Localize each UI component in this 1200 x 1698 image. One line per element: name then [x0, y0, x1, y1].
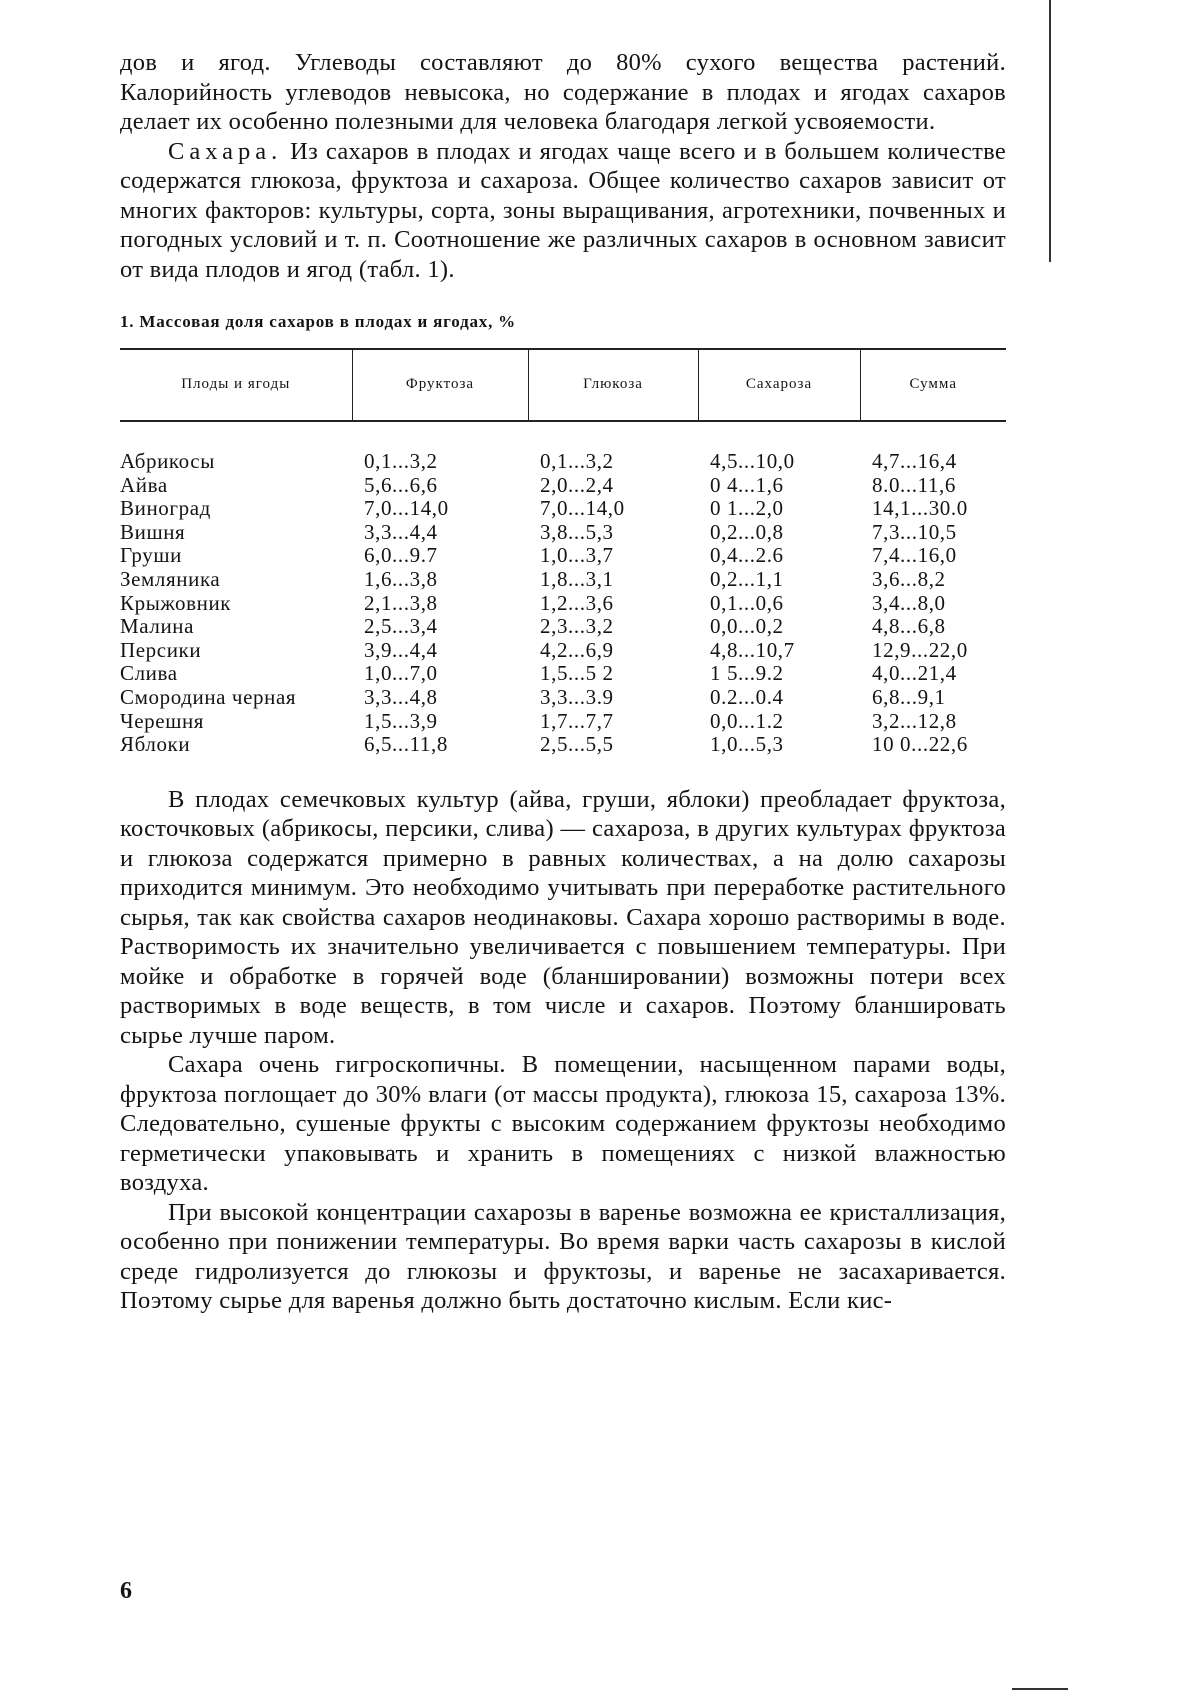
table-cell: 0,4...2.6 — [710, 543, 784, 568]
table-cell: 2,3...3,2 — [540, 614, 614, 639]
table-row — [120, 592, 1006, 616]
table-cell: 1,0...3,7 — [540, 543, 614, 568]
header-sucrose: Сахароза — [698, 349, 860, 421]
table-cell: 7,0...14,0 — [540, 496, 625, 521]
paragraph-jam: При высокой концентрации сахарозы в варенье возможна ее кристаллизация, особенно при понижении температуры. Во время варки часть сахарозы в кислой среде гидролизуется до глюкозы и фруктозы, и варенье не засахаривается. Поэтому сырье для варенья должно быть достаточно кислым. Если кис- — [120, 1198, 1006, 1315]
table-cell: 0,1...3,2 — [364, 449, 438, 473]
table-cell: 3,3...3.9 — [540, 684, 614, 709]
paragraph-intro: дов и ягод. Углеводы составляют до 80% сухого вещества растений. Калорийность углеводов невысока, но содержание в плодах и ягодах сахаров делает их особенно полезными для человека благодаря легкой усвояемости. — [120, 49, 1006, 135]
table-cell: 3,3...4,8 — [364, 684, 438, 709]
table-cell: 1,6...3,8 — [364, 566, 438, 591]
row-fruit-name: Персики — [120, 637, 202, 662]
table-cell: 2,0...2,4 — [540, 472, 614, 497]
table-row — [120, 686, 1006, 710]
text-after-table — [120, 785, 1006, 1316]
header-glucose: Глюкоза — [528, 349, 698, 421]
row-fruit-name: Крыжовник — [120, 590, 232, 615]
row-fruit-name: Смородина черная — [120, 684, 297, 709]
table-body — [120, 421, 1006, 757]
table-cell: 3,3...4,4 — [364, 519, 438, 544]
table-row — [120, 710, 1006, 734]
paragraph-seed-fruits: В плодах семечковых культур (айва, груши, яблоки) преобладает фруктоза, косточковых (абрикосы, персики, слива) — сахароза, в других культурах фруктоза и глюкоза содержатся примерно в равных количествах, а на долю сахарозы приходится минимум. Это необходимо учитывать при переработке растительного сырья, так как свойства сахаров неодинаковы. Сахара хорошо растворимы в воде. Растворимость их значительно увеличивается с повышением температуры. При мойке и обработке в горячей воде (бланшировании) возможны потери всех растворимых в воде веществ, в том числе и сахаров. Поэтому бланшировать сырье лучше паром. — [120, 785, 1006, 1049]
table-cell: 1,5...5 2 — [540, 661, 614, 686]
table-cell: 0.2...0.4 — [710, 684, 784, 709]
row-fruit-name: Груши — [120, 543, 182, 568]
table-cell: 2,5...3,4 — [364, 614, 438, 639]
table-cell: 4,8...6,8 — [872, 614, 946, 639]
row-fruit-name: Малина — [120, 614, 195, 639]
table-cell: 10 0...22,6 — [872, 732, 968, 757]
table-cell: 1,7...7,7 — [540, 708, 614, 733]
sugars-lead-word: Сахара. — [168, 137, 283, 165]
table-cell: 3,6...8,2 — [872, 566, 946, 591]
row-fruit-name: Яблоки — [120, 732, 191, 757]
margin-rule — [1049, 0, 1051, 262]
table-cell: 0,2...0,8 — [710, 519, 784, 544]
paragraph-hygroscopic: Сахара очень гигроскопичны. В помещении, насыщенном парами воды, фруктоза поглощает до 30% влаги (от массы продукта), глюкоза 15, сахароза 13%. Следовательно, сушеные фрукты с высоким содержанием фруктозы необходимо герметически упаковывать и хранить в помещениях с низкой влажностью воздуха. — [120, 1051, 1006, 1197]
table-cell: 1,8...3,1 — [540, 566, 614, 591]
table-cell: 7,4...16,0 — [872, 543, 957, 568]
table-cell: 7,3...10,5 — [872, 519, 957, 544]
table-cell: 3,8...5,3 — [540, 519, 614, 544]
table-row — [120, 521, 1006, 545]
row-fruit-name: Слива — [120, 661, 178, 686]
table-cell: 2,5...5,5 — [540, 732, 614, 757]
row-fruit-name: Вишня — [120, 519, 186, 544]
sugar-table — [120, 348, 1006, 757]
table-cell: 0,2...1,1 — [710, 566, 784, 591]
table-row — [120, 615, 1006, 639]
table-cell: 0 1...2,0 — [710, 496, 784, 521]
table-header-row — [120, 349, 1006, 421]
table-cell: 14,1...30.0 — [872, 496, 968, 521]
table-row — [120, 544, 1006, 568]
table-row — [120, 733, 1006, 757]
table-cell: 12,9...22,0 — [872, 637, 968, 662]
header-fructose: Фруктоза — [352, 349, 528, 421]
table-cell: 3,4...8,0 — [872, 590, 946, 615]
page-body — [120, 48, 1006, 1316]
table-cell: 6,0...9.7 — [364, 543, 438, 568]
header-total: Сумма — [860, 349, 1006, 421]
table-cell: 7,0...14,0 — [364, 496, 449, 521]
table-cell: 0,0...1.2 — [710, 708, 784, 733]
table-row — [120, 474, 1006, 498]
table-cell: 0,1...0,6 — [710, 590, 784, 615]
table-cell: 4,8...10,7 — [710, 637, 795, 662]
table-cell: 1,0...5,3 — [710, 732, 784, 757]
table-cell: 3,2...12,8 — [872, 708, 957, 733]
table-cell: 1,2...3,6 — [540, 590, 614, 615]
table-row — [120, 662, 1006, 686]
table-row — [120, 497, 1006, 521]
row-fruit-name: Виноград — [120, 496, 211, 521]
table-cell: 1 5...9.2 — [710, 661, 784, 686]
paragraph-sugars — [120, 137, 1006, 285]
table-cell: 2,1...3,8 — [364, 590, 438, 615]
row-fruit-name: Абрикосы — [120, 449, 215, 473]
table-cell: 1,0...7,0 — [364, 661, 438, 686]
table-row — [120, 421, 1006, 474]
row-fruit-name: Черешня — [120, 708, 205, 733]
table-cell: 0,1...3,2 — [540, 449, 614, 473]
row-fruit-name: Земляника — [120, 566, 221, 591]
table-cell: 1,5...3,9 — [364, 708, 438, 733]
table-cell: 4,0...21,4 — [872, 661, 957, 686]
page-number: 6 — [120, 1578, 132, 1604]
table-cell: 5,6...6,6 — [364, 472, 438, 497]
table-row — [120, 639, 1006, 663]
table-cell: 0 4...1,6 — [710, 472, 784, 497]
table-cell: 4,7...16,4 — [872, 449, 957, 473]
table-cell: 0,0...0,2 — [710, 614, 784, 639]
table-row — [120, 568, 1006, 592]
table-cell: 8.0...11,6 — [872, 472, 956, 497]
table-cell: 4,2...6,9 — [540, 637, 614, 662]
table-cell: 6,5...11,8 — [364, 732, 448, 757]
row-fruit-name: Айва — [120, 472, 168, 497]
sugars-text: Из сахаров в плодах и ягодах чаще всего и в большем количестве содержатся глюкоза, фруктоза и сахароза. Общее количество сахаров зависит от многих факторов: культуры, сорта, зоны выращивания, агротехники, почвенных и погодных условий и т. п. Соотношение же различных сахаров в основном зависит от вида плодов и ягод (табл. 1). — [120, 137, 1006, 283]
footer-rule — [1012, 1688, 1068, 1690]
header-fruit: Плоды и ягоды — [120, 349, 352, 421]
table-cell: 4,5...10,0 — [710, 449, 795, 473]
table-caption: 1. Массовая доля сахаров в плодах и ягодах, % — [120, 312, 516, 331]
table-cell: 6,8...9,1 — [872, 684, 946, 709]
table-cell: 3,9...4,4 — [364, 637, 438, 662]
